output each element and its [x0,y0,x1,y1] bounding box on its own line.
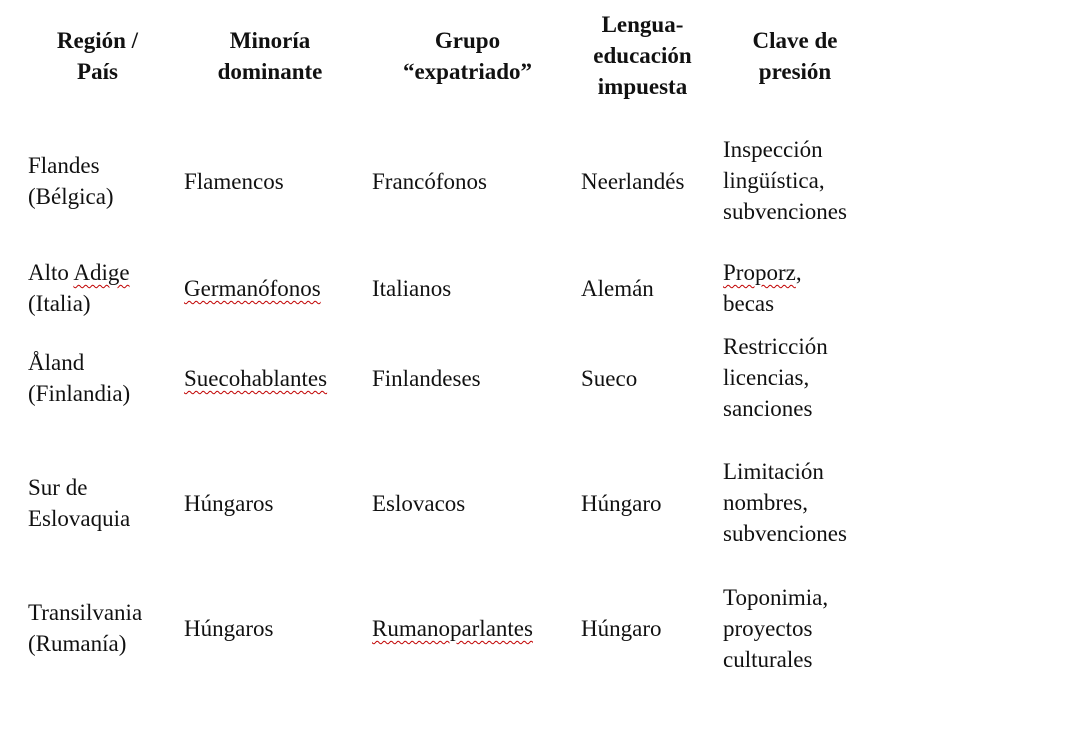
pressure-line: lingüística, [723,168,825,193]
row2-pressure [723,257,802,319]
row3-group: Finlandeses [372,366,481,391]
pressure-line: subvenciones [723,521,847,546]
spellcheck-word: Proporz [723,260,796,285]
pressure-line: Toponimia, [723,585,829,610]
row4-pressure [723,456,847,549]
region-line: Alto Adige [28,260,130,285]
row5-pressure [723,582,828,675]
header-minority [195,25,345,87]
pressure-line: culturales [723,647,813,672]
region-line: Åland [28,350,85,375]
row5-region [28,597,142,659]
row3-region [28,347,130,409]
header-pressure-line: Clave de [752,28,838,53]
row5-group: Rumanoparlantes [372,616,533,641]
row5-minority: Húngaros [184,616,274,641]
header-group-line: Grupo [434,28,501,53]
pressure-line: Limitación [723,459,824,484]
row5-language: Húngaro [581,616,662,641]
pressure-line: proyectos [723,616,813,641]
header-region [40,25,155,87]
header-region-line: Región / [56,28,139,53]
row1-language: Neerlandés [581,169,685,194]
row1-group: Francófonos [372,169,487,194]
pressure-line: subvenciones [723,199,847,224]
header-pressure-line: presión [758,59,832,84]
region-line: (Italia) [28,291,91,316]
header-group-line: “expatriado” [402,59,533,84]
pressure-line: nombres, [723,490,808,515]
row3-language: Sueco [581,366,638,391]
pressure-line: sanciones [723,396,813,421]
header-group [385,25,550,87]
region-line: (Rumanía) [28,631,127,656]
header-language-line: Lengua- [601,12,684,37]
pressure-line: becas [723,291,775,316]
region-line: Sur de [28,475,88,500]
pressure-line: Restricción [723,334,828,359]
pressure-line: licencias, [723,365,810,390]
row1-minority: Flamencos [184,169,284,194]
row2-group: Italianos [372,276,452,301]
header-minority-line: dominante [217,59,323,84]
region-line: Flandes [28,153,100,178]
row2-region [28,257,130,319]
row4-language: Húngaro [581,491,662,516]
header-minority-line: Minoría [229,28,311,53]
region-line: (Bélgica) [28,184,114,209]
row1-region [28,150,114,212]
row2-minority: Germanófonos [184,276,321,301]
row2-language: Alemán [581,276,654,301]
region-line: (Finlandia) [28,381,131,406]
header-language [580,9,705,102]
pressure-line: Proporz, [723,260,802,285]
header-language-line: educación [593,43,692,68]
region-line: Transilvania [28,600,143,625]
row1-pressure [723,134,847,227]
header-region-line: País [77,59,118,84]
row3-pressure [723,331,828,424]
pressure-line: Inspección [723,137,823,162]
header-pressure [730,25,860,87]
region-line: Eslovaquia [28,506,131,531]
row4-minority: Húngaros [184,491,274,516]
header-language-line: impuesta [597,74,688,99]
row3-minority: Suecohablantes [184,366,328,391]
row4-region [28,472,130,534]
row4-group: Eslovacos [372,491,466,516]
spellcheck-word: Adige [73,260,130,285]
